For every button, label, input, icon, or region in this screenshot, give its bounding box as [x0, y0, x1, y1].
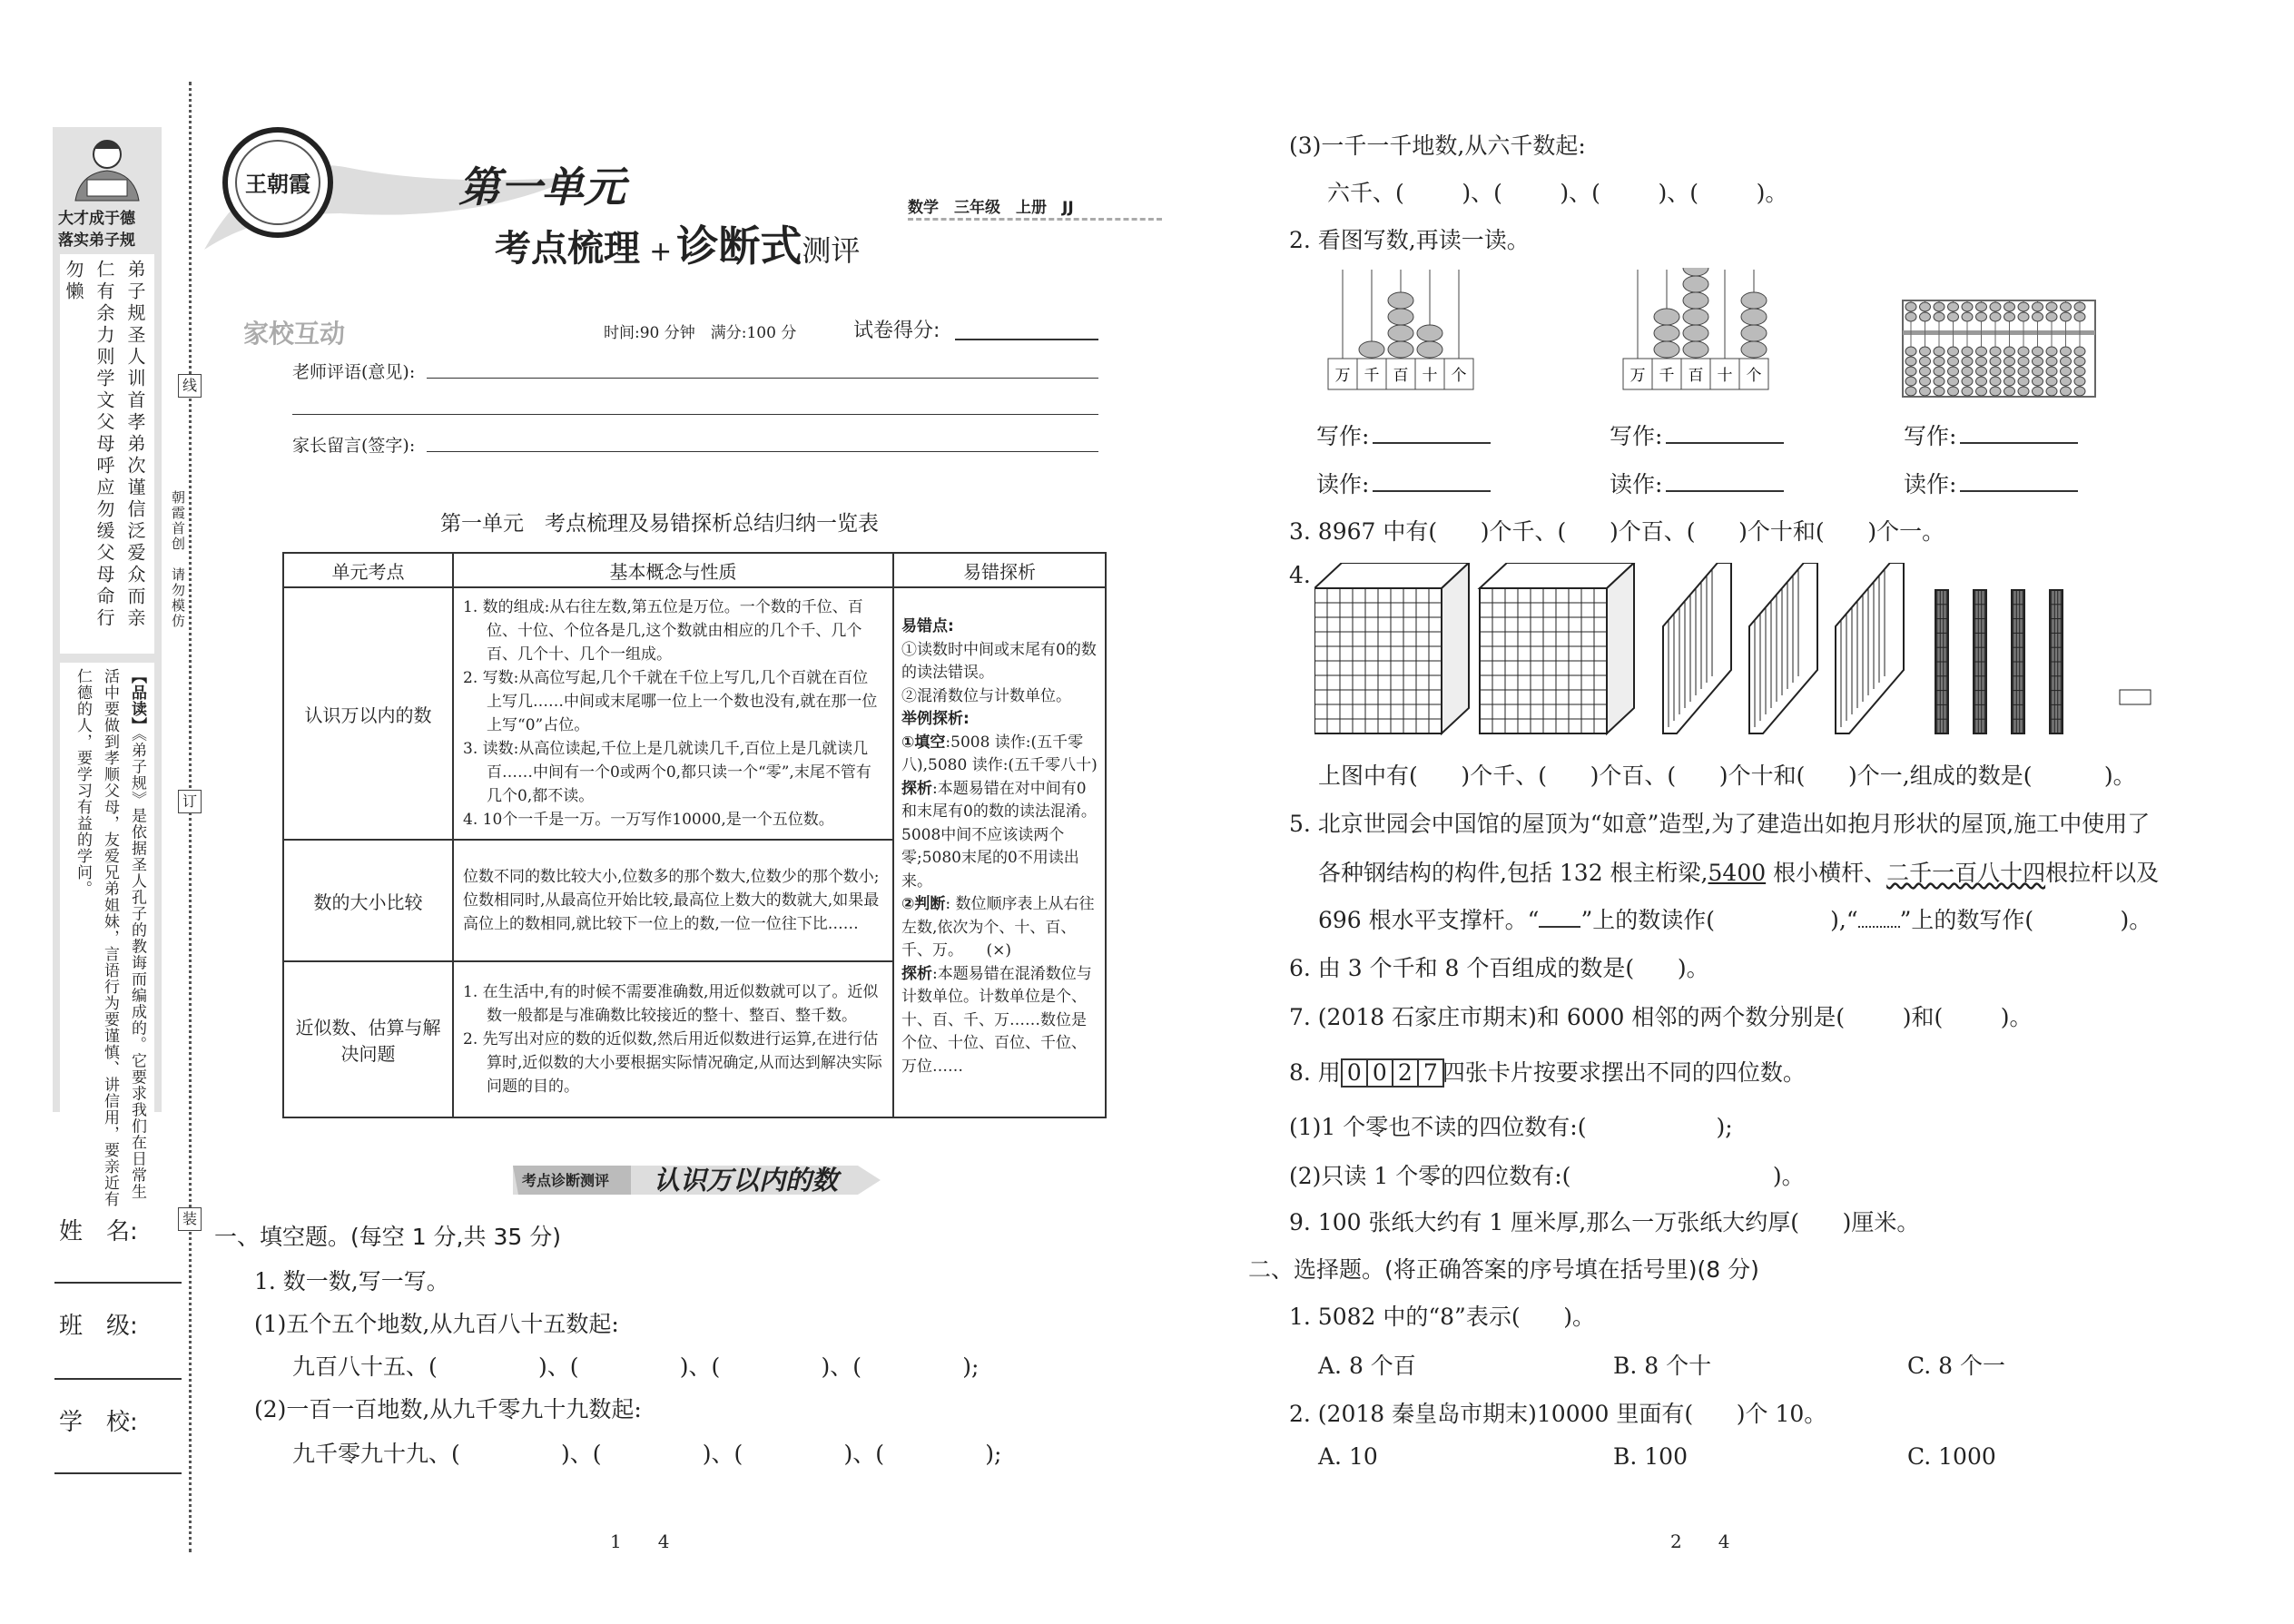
- abacus-bead: [2061, 312, 2072, 321]
- question-6[interactable]: 6. 由 3 个千和 8 个百组成的数是( )。: [1289, 955, 1709, 981]
- question-7[interactable]: 7. (2018 石家庄市期末)和 6000 相邻的两个数分别是( )和( )。: [1289, 1004, 2033, 1030]
- abacus-bead: [2046, 347, 2057, 356]
- abacus-bead: [2033, 357, 2043, 366]
- abacus-bead: [1920, 302, 1931, 311]
- question-3[interactable]: 3. 8967 中有( )个千、( )个百、( )个十和( )个一。: [1289, 518, 1945, 545]
- abacus-bead: [2061, 387, 2072, 396]
- question-1-3: (3)一千一千地数,从六千数起:: [1289, 133, 1586, 159]
- abacus-bead: [1683, 341, 1708, 358]
- binding-mark: 线: [178, 374, 202, 398]
- home-school-label: 家校互动: [243, 319, 346, 349]
- abacus-bead: [2074, 312, 2085, 321]
- question-1-1-answer[interactable]: 九百八十五、( )、( )、( )、( );: [292, 1353, 980, 1380]
- abacus-bead: [1948, 347, 1959, 356]
- abacus-bead: [2074, 387, 2085, 396]
- abacus-bead: [2061, 302, 2072, 311]
- abacus-bead: [1934, 312, 1944, 321]
- question-2: 2. 看图写数,再读一读。: [1289, 227, 1530, 253]
- abacus-bead: [2004, 312, 2015, 321]
- table-row: 数的大小比较 位数不同的数比较大小,位数多的那个数大,位数少的那个数小;位数相同时,从最高位开始比较,最高位上数大的数就大,如果最高位上的数相同,就比较下一位上的数,一位一位往下比……: [283, 840, 1106, 961]
- copyright-note: 朝霞首创 请勿模仿: [170, 490, 186, 629]
- write-label-2: 写作:: [1610, 418, 1784, 451]
- abacus-bead: [1388, 309, 1413, 325]
- ten-rod: [2050, 590, 2063, 733]
- abacus-bead: [1976, 312, 1987, 321]
- abacus-bead: [1934, 367, 1944, 376]
- place-label: 十: [1717, 367, 1733, 385]
- abacus-bead: [2046, 387, 2057, 396]
- place-label: 千: [1659, 367, 1675, 385]
- parent-message-label: 家长留言(签字):: [292, 436, 416, 456]
- hundred-flat: [1749, 563, 1817, 733]
- place-label: 百: [1688, 367, 1704, 385]
- abacus-bead: [2033, 387, 2043, 396]
- abacus-bead: [1962, 367, 1973, 376]
- abacus-bead: [2061, 377, 2072, 386]
- abacus-bead: [1934, 387, 1944, 396]
- table-row: 认识万以内的数 1. 数的组成:从右往左数,第五位是万位。一个数的千位、百位、十位、个位各是几,这个数就由相应的几个千、几个百、几个十、几个一组成。 2. 写数:从高位写起,几个千就在千位上写几,几个百就在百位上写几……中间或末尾哪一位上一个数也没有,就在那一位上写“0”占位。 3. 读数:从高位读起,千位上是几就读几千,百位上是几就读几百……中间有一个0或两个0,都只读一个“零”,末尾不管有几个0,都不读。 4. 10个一千是一万。一万写作10000,是一个五位数。 易错点: ①读数时中间或末尾有0的数的读法错误。 ②混淆数位与计数单位。 举例探析: ①填空:5008 读作:(五千零八),5080 读作:(五千零八十) 探析:本题易错在对中间有0和末尾有0的数的读法混淆。5008中间不应该读两个零;5080末尾的0不用读出来。 ②判断: 数位顺序表上从右往左数,依次为个、十、百、千、万。 (×) 探析:本题易错在混淆数位与计数单位。计数单位是个、十、百、千、万……数位是个位、十位、百位、千位、万位……: [283, 587, 1106, 840]
- part2-heading: 二、选择题。(将正确答案的序号填在括号里)(8 分): [1248, 1256, 1759, 1283]
- child-reading-illustration: [53, 133, 162, 205]
- abacus-bead: [1388, 292, 1413, 309]
- question-9[interactable]: 9. 100 张纸大约有 1 厘米厚,那么一万张纸大约厚( )厘米。: [1289, 1209, 1920, 1235]
- abacus-bead: [1948, 302, 1959, 311]
- number-card: 7: [1417, 1058, 1444, 1088]
- abacus-bead: [2018, 302, 2029, 311]
- teacher-comment-field[interactable]: [427, 378, 1098, 379]
- abacus-bead: [1948, 367, 1959, 376]
- place-label: 百: [1393, 367, 1409, 385]
- abacus-bead: [1976, 367, 1987, 376]
- abacus-bead: [2004, 357, 2015, 366]
- meta-divider: [908, 218, 1162, 221]
- abacus-bead: [1976, 377, 1987, 386]
- abacus-bead: [2074, 347, 2085, 356]
- abacus-bead: [1962, 357, 1973, 366]
- abacus-bead: [1654, 309, 1679, 325]
- question-5-line1: 5. 北京世园会中国馆的屋顶为“如意”造型,为了建造出如抱月形状的屋顶,施工中使用了: [1289, 811, 2151, 837]
- abacus-bead: [1976, 357, 1987, 366]
- write-label-3: 写作:: [1904, 418, 2078, 451]
- place-label: 个: [1451, 367, 1467, 385]
- number-card: 0: [1341, 1058, 1368, 1088]
- abacus-bead: [2018, 387, 2029, 396]
- abacus-bead: [2074, 367, 2085, 376]
- abacus-bead: [2004, 377, 2015, 386]
- place-label: 个: [1746, 367, 1762, 385]
- choice-question-1: 1. 5082 中的“8”表示( )。: [1289, 1304, 1596, 1330]
- binding-mark: 订: [178, 790, 202, 813]
- summary-table: [282, 552, 1107, 1118]
- name-field[interactable]: [54, 1282, 182, 1284]
- question-5-line3[interactable]: 696 根水平支撑杆。“ ”上的数读作( ),“ ”上的数写作( )。: [1318, 907, 2152, 933]
- place-label: 万: [1334, 367, 1351, 385]
- abacus-bead: [1905, 367, 1916, 376]
- abacus-bead: [2033, 377, 2043, 386]
- place-label: 万: [1629, 367, 1646, 385]
- suanpan-abacus: [1902, 300, 2097, 399]
- score-field[interactable]: [955, 339, 1098, 340]
- question-1-1: (1)五个五个地数,从九百八十五数起:: [254, 1311, 619, 1337]
- abacus-beam: [1903, 330, 2095, 335]
- abacus-2: [1607, 268, 1779, 399]
- abacus-bead: [1905, 302, 1916, 311]
- choice-option[interactable]: B. 100: [1613, 1443, 1688, 1470]
- school-field[interactable]: [54, 1472, 182, 1474]
- abacus-bead: [2018, 367, 2029, 376]
- abacus-bead: [2004, 387, 2015, 396]
- school-label: 学 校:: [59, 1409, 138, 1436]
- abacus-bead: [1976, 302, 1987, 311]
- section-title: 认识万以内的数: [654, 1165, 839, 1196]
- question-4: 4.: [1289, 562, 1311, 588]
- thousand-cube: [1480, 563, 1634, 733]
- read-label-2: 读作:: [1610, 467, 1784, 499]
- abacus-bead: [1962, 302, 1973, 311]
- abacus-bead: [2046, 357, 2057, 366]
- abacus-bead: [1920, 357, 1931, 366]
- abacus-bead: [1741, 325, 1767, 341]
- abacus-bead: [2004, 347, 2015, 356]
- poem-box: [60, 254, 154, 654]
- abacus-bead: [1654, 325, 1679, 341]
- sidebar-panel: [53, 127, 162, 1207]
- abacus-bead: [1741, 341, 1767, 358]
- pindu-box: [60, 663, 154, 1216]
- parent-message-field[interactable]: [427, 451, 1098, 452]
- abacus-bead: [1990, 367, 2001, 376]
- abacus-bead: [1683, 309, 1708, 325]
- poem-text: 弟子规圣人训首孝弟次谨信泛爱众而亲仁有余力则学文父母呼应勿缓父母命行勿懒: [63, 260, 146, 630]
- abacus-bead: [2061, 367, 2072, 376]
- abacus-bead: [1683, 325, 1708, 341]
- abacus-bead: [2074, 357, 2085, 366]
- read-field[interactable]: [1666, 490, 1784, 492]
- abacus-bead: [1683, 292, 1708, 309]
- abacus-bead: [2004, 302, 2015, 311]
- choice-question-2: 2. (2018 秦皇岛市期末)10000 里面有( )个 10。: [1289, 1401, 1827, 1427]
- abacus-bead: [1934, 357, 1944, 366]
- table-row: 近似数、估算与解决问题 1. 在生活中,有的时候不需要准确数,用近似数就可以了。近似数一般都是与准确数比较接近的整十、整百、整千数。 2. 先写出对应的数的近似数,然后用近似数进行运算,在进行估算时,近似数的大小要根据实际情况确定,从而达到解决实际问题的目的。: [283, 961, 1106, 1117]
- abacus-bead: [1990, 387, 2001, 396]
- abacus-bead: [1417, 325, 1442, 341]
- place-label: 千: [1364, 367, 1380, 385]
- abacus-bead: [1905, 347, 1916, 356]
- thousand-cube: [1314, 563, 1469, 733]
- abacus-bead: [1962, 312, 1973, 321]
- write-field[interactable]: [1373, 442, 1491, 444]
- number-card: 0: [1366, 1058, 1393, 1088]
- abacus-bead: [2046, 312, 2057, 321]
- abacus-bead: [2004, 367, 2015, 376]
- write-label-1: 写作:: [1316, 418, 1491, 451]
- ten-rod: [1935, 590, 1948, 733]
- question-8-2[interactable]: (2)只读 1 个零的四位数有:( )。: [1289, 1163, 1805, 1189]
- choice-option[interactable]: B. 8 个十: [1613, 1353, 1712, 1379]
- read-field[interactable]: [1373, 490, 1491, 492]
- abacus-bead: [1905, 312, 1916, 321]
- part1-heading: 一、填空题。(每空 1 分,共 35 分): [214, 1224, 561, 1250]
- abacus-1: [1312, 268, 1484, 399]
- abacus-bead: [1683, 276, 1708, 292]
- question-1-2-answer[interactable]: 九千零九十九、( )、( )、( )、( );: [292, 1441, 1002, 1467]
- book-meta: 数学 三年级 上册 JJ: [908, 199, 1074, 217]
- abacus-bead: [1990, 347, 2001, 356]
- number-card: 2: [1392, 1058, 1419, 1088]
- abacus-bead: [1990, 377, 2001, 386]
- brand-logo: 王朝霞: [222, 127, 333, 238]
- abacus-bead: [2018, 357, 2029, 366]
- abacus-bead: [1990, 357, 2001, 366]
- abacus-bead: [1920, 367, 1931, 376]
- abacus-bead: [1920, 312, 1931, 321]
- place-label: 十: [1422, 367, 1438, 385]
- abacus-bead: [1741, 309, 1767, 325]
- abacus-bead: [1934, 347, 1944, 356]
- binding-line: [189, 82, 192, 1552]
- choice-option[interactable]: A. 8 个百: [1318, 1353, 1416, 1379]
- question-1-2: (2)一百一百地数,从九千零九十九数起:: [254, 1396, 642, 1422]
- read-field[interactable]: [1960, 490, 2078, 492]
- read-label-3: 读作:: [1904, 467, 2078, 499]
- question-5-line2: 各种钢结构的构件,包括 132 根主桁梁,5400 根小横杆、二千一百八十四根拉杆以及: [1318, 860, 2160, 886]
- abacus-bead: [1388, 325, 1413, 341]
- choice-option[interactable]: A. 10: [1318, 1443, 1378, 1470]
- read-label-1: 读作:: [1316, 467, 1491, 499]
- abacus-bead: [2074, 377, 2085, 386]
- question-8: 8. 用 0 0 2 7 四张卡片按要求摆出不同的四位数。: [1289, 1059, 1806, 1086]
- subtitle: 考点梳理 + 诊断式测评: [495, 221, 861, 271]
- error-analysis: 易错点: ①读数时中间或末尾有0的数的读法错误。 ②混淆数位与计数单位。 举例探析: ①填空:5008 读作:(五千零八),5080 读作:(五千零八十) 探析:本题易错在对中间有0和末尾有0的数的读法混淆。5008中间不应该读两个零;5080末尾的0不用读出来。 ②判断: 数位顺序表上从右往左数,依次为个、十、百、千、万。 (×) 探析:本题易错在混淆数位与计数单位。计数单位是个、十、百、千、万……数位是个位、十位、百位、千位、万位……: [893, 587, 1106, 1117]
- abacus-bead: [2018, 347, 2029, 356]
- abacus-bead: [2046, 377, 2057, 386]
- question-1-3-answer[interactable]: 六千、( )、( )、( )、( )。: [1327, 180, 1788, 206]
- abacus-bead: [1948, 312, 1959, 321]
- abacus-bead: [1683, 268, 1708, 276]
- abacus-bead: [1905, 387, 1916, 396]
- abacus-bead: [1962, 347, 1973, 356]
- motto-1: 大才成于德: [58, 210, 135, 228]
- abacus-bead: [1934, 377, 1944, 386]
- question-4-answer[interactable]: 上图中有( )个千、( )个百、( )个十和( )个一,组成的数是( )。: [1318, 763, 2136, 789]
- unit-title: 第一单元: [458, 162, 625, 212]
- abacus-bead: [1934, 302, 1944, 311]
- choice-option[interactable]: C. 8 个一: [1907, 1353, 2005, 1379]
- pindu-text: 【品读】《弟子规》是依据圣人孔子的教诲而编成的。它要求我们在日常生活中要做到孝顺父母，友爱兄弟姐妹，言语行为要谨慎、讲信用，要亲近有仁德的人，要学习有益的学问。: [74, 668, 146, 1207]
- abacus-bead: [1654, 341, 1679, 358]
- abacus-bead: [2046, 302, 2057, 311]
- class-label: 班 级:: [59, 1313, 138, 1340]
- ten-rod: [2012, 590, 2024, 733]
- hundred-flat: [1663, 563, 1731, 733]
- abacus-bead: [1948, 377, 1959, 386]
- page-number: 2 4: [1670, 1530, 1730, 1552]
- abacus-bead: [1741, 292, 1767, 309]
- abacus-bead: [2033, 367, 2043, 376]
- abacus-bead: [2061, 357, 2072, 366]
- abacus-bead: [1920, 387, 1931, 396]
- ten-rod: [1974, 590, 1986, 733]
- section-tag: 考点诊断测评: [522, 1172, 610, 1189]
- abacus-bead: [2074, 302, 2085, 311]
- abacus-bead: [1948, 357, 1959, 366]
- abacus-bead: [2061, 347, 2072, 356]
- teacher-comment-label: 老师评语(意见):: [292, 362, 416, 382]
- abacus-bead: [1976, 347, 1987, 356]
- write-field[interactable]: [1666, 442, 1784, 444]
- teacher-comment-line[interactable]: [292, 414, 1098, 415]
- question-1: 1. 数一数,写一写。: [254, 1268, 449, 1294]
- abacus-bead: [1905, 357, 1916, 366]
- motto-2: 落实弟子规: [58, 231, 135, 250]
- abacus-bead: [1920, 347, 1931, 356]
- abacus-bead: [1388, 341, 1413, 358]
- score-label: 试卷得分:: [853, 320, 940, 342]
- binding-mark: 装: [178, 1207, 202, 1231]
- abacus-bead: [1990, 302, 2001, 311]
- unit-cube: [2120, 690, 2151, 704]
- abacus-bead: [2018, 377, 2029, 386]
- name-label: 姓 名:: [59, 1218, 138, 1245]
- abacus-bead: [1359, 341, 1384, 358]
- table-header-row: 单元考点 基本概念与性质 易错探析: [283, 553, 1106, 587]
- abacus-bead: [1990, 312, 2001, 321]
- abacus-bead: [1417, 341, 1442, 358]
- abacus-bead: [1976, 387, 1987, 396]
- abacus-bead: [1920, 377, 1931, 386]
- question-8-1[interactable]: (1)1 个零也不读的四位数有:( );: [1289, 1114, 1733, 1140]
- class-field[interactable]: [54, 1378, 182, 1380]
- page-number: 1 4: [610, 1530, 670, 1552]
- abacus-bead: [1948, 387, 1959, 396]
- write-field[interactable]: [1960, 442, 2078, 444]
- abacus-bead: [2033, 312, 2043, 321]
- abacus-bead: [2046, 367, 2057, 376]
- abacus-bead: [1962, 377, 1973, 386]
- base-ten-blocks: [1314, 563, 2168, 740]
- abacus-bead: [1962, 387, 1973, 396]
- abacus-bead: [2033, 302, 2043, 311]
- table-title: 第一单元 考点梳理及易错探析总结归纳一览表: [440, 512, 879, 536]
- abacus-bead: [2018, 312, 2029, 321]
- abacus-bead: [1905, 377, 1916, 386]
- abacus-bead: [2033, 347, 2043, 356]
- exam-time: 时间:90 分钟 满分:100 分: [604, 324, 797, 342]
- hundred-flat: [1836, 563, 1904, 733]
- choice-option[interactable]: C. 1000: [1907, 1443, 1996, 1470]
